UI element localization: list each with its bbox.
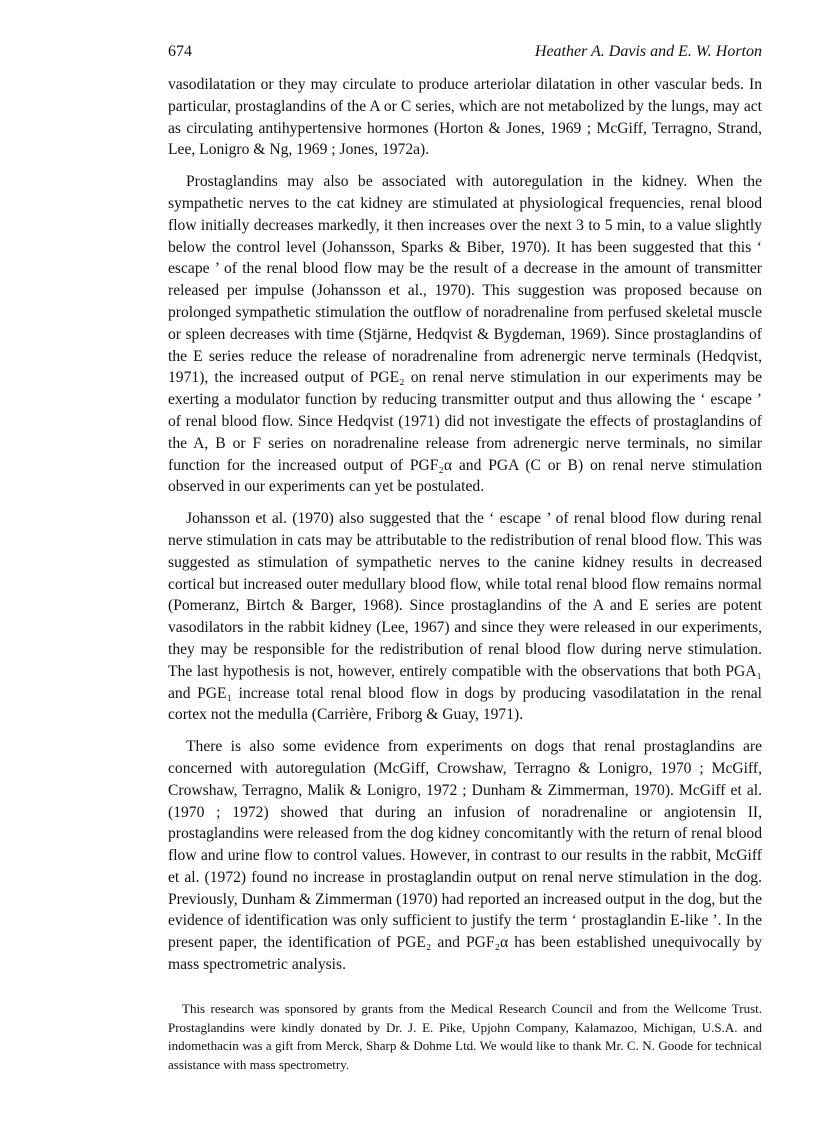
paragraph-dog-evidence: There is also some evidence from experiments on dogs that renal prostaglandins are concerned with autoregulation (McGiff, Crowshaw, Terragno & Lonigro, 1970 ; McGiff, Crowshaw, Terragno, Malik & Lonigro, 1972 ; Dunham & Zimmerman, 1970). McGiff et al. (1970 ; 1972) showed that during an infusion of noradrenaline or angiotensin II, prostaglandins were released from the dog kidney concomitantly with the return of renal blood flow and urine flow to control values. However, in contrast to our results in the rabbit, McGiff et al. (1972) found no increase in prostaglandin output on renal nerve stimulation in the dog. Previously, Dunham & Zimmerman (1970) had reported an increased output in the dog, but the evidence of identification was only sufficient to justify the term ‘ prostaglandin E-like ’. In the present paper, the identification of PGE₂ and PGF₂α has been established unequivocally by mass spectrometric analysis.: [168, 738, 763, 974]
paragraph-continuation: vasodilatation or they may circulate to produce arteriolar dilatation in other vascular beds. In particular, prostaglandins of the A or C series, which are not metabolized by the lungs, may act as circulating antihypertensive hormones (Horton & Jones, 1969 ; McGiff, Terragno, Strand, Lee, Lonigro & Ng, 1969 ; Jones, 1972a).: [168, 76, 762, 159]
paragraph-autoregulation: Prostaglandins may also be associated with autoregulation in the kidney. When the sympathetic nerves to the cat kidney are stimulated at physiological frequencies, renal blood flow initially decreases markedly, it then increases over the next 3 to 5 min, to a value slightly below the control level (Johansson, Sparks & Biber, 1970). It has been suggested that this ‘ escape ’ of the renal blood flow may be the result of a decrease in the amount of transmitter released per impulse (Johansson et al., 1970). This suggestion was proposed because on prolonged sympathetic stimulation the outflow of noradrenaline from perfused skeletal muscle or spleen decreases with time (Stjärne, Hedqvist & Bygdeman, 1969). Since prostaglandins of the E series reduce the release of noradrenaline from adrenergic nerve terminals (Hedqvist, 1971), the increased output of PGE₂ on renal nerve stimulation in our experiments may be exerting a modulator function by reducing transmitter output and thus allowing the ‘ escape ’ of renal blood flow. Since Hedqvist (1971) did not investigate the effects of prostaglandins of the A, B or F series on noradrenaline release from adrenergic nerve terminals, no similar function for the increased output of PGF₂α and PGA (C or B) on renal nerve stimulation observed in our experiments can yet be postulated.: [168, 173, 762, 496]
running-head-authors: Heather A. Davis and E. W. Horton: [534, 43, 762, 60]
page-header: [168, 40, 762, 64]
acknowledgements-footnote: This research was sponsored by grants from the Medical Research Council and from the Wellcome Trust. Prostaglandins were kindly donated by Dr. J. E. Pike, Upjohn Company, Kalamazoo, Michigan, U.S.A. and indomethacin was a gift from Merck, Sharp & Dohme Ltd. We would like to thank Mr. C. N. Goode for technical assistance with mass spectrometry.: [168, 1001, 762, 1072]
body-text: [168, 74, 762, 986]
page-number: 674: [168, 43, 192, 60]
paragraph-redistribution: Johansson et al. (1970) also suggested that the ‘ escape ’ of renal blood flow during renal nerve stimulation in cats may be attributable to the redistribution of renal blood flow. This was suggested as stimulation of sympathetic nerves to the canine kidney results in decreased cortical but increased outer medullary blood flow, while total renal blood flow remains normal (Pomeranz, Birtch & Barger, 1968). Since prostaglandins of the A and E series are potent vasodilators in the rabbit kidney (Lee, 1967) and since they were released in our experiments, they may be responsible for the redistribution of renal blood flow during nerve stimulation. The last hypothesis is not, however, entirely compatible with the observations that both PGA₁ and PGE₁ increase total renal blood flow in dogs by producing vasodilatation in the renal cortex not the medulla (Carrière, Friborg & Guay, 1971).: [168, 510, 762, 724]
